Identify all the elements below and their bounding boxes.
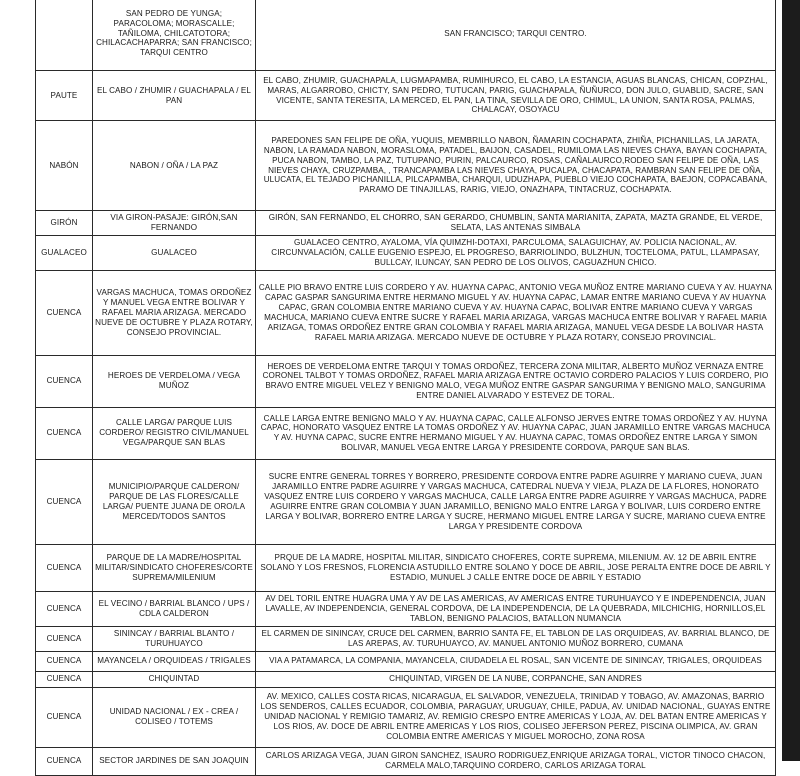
table-row xyxy=(36,747,776,775)
canton-cell xyxy=(36,0,93,71)
table-row xyxy=(36,671,776,687)
route-cell: GIRÓN, SAN FERNANDO, EL CHORRO, SAN GERARDO, CHUMBLIN, SANTA MARIANITA, ZAPATA, MAZTA GRANDE, EL VERDE, SELATA, LAS ANTENAS SIMBALA xyxy=(256,211,776,236)
route-cell: CALLE LARGA ENTRE BENIGNO MALO Y AV. HUAYNA CAPAC, CALLE ALFONSO JERVES ENTRE TOMAS ORDOÑEZ Y AV. HUYNA CAPAC, HONORATO VASQUEZ ENTRE LA TOMAS ORDOÑEZ Y AV. HUAYNA CAPAC, JUAN JARAMILLO ENTRE VARGAS MACHUCA Y AV. HUYNA CAPAC, SUCRE ENTRE HERMANO MIGUEL Y AV. HUAYNA CAPAC, TOMAS ORDOÑEZ ENTRE LARGA Y SIMON BOLIVAR, MANUEL VEGA ENTRE LARGA Y PRESIDENTE CORDOVA, PARQUE SAN BLAS. xyxy=(256,407,776,459)
canton-cell: CUENCA xyxy=(36,591,93,626)
route-cell: EL CABO, ZHUMIR, GUACHAPALA, LUGMAPAMBA, RUMIHURCO, EL CABO, LA ESTANCIA, AGUAS BLANCAS, CHICAN, COPZHAL, MARAS, ALGARROBO, CHICTY, SAN PEDRO, TUTUCAN, PARIG, GUACHAPALA, ÑUÑURCO, DON JULO, GUABLID, SACRE, SAN VICENTE, SANTA TERESITA, LA MERCED, EL PAN, LA TINA, SEVILLA DE ORO, CHIMUL, LA UNION, SANTA ROSA, PALMAS, CHALACAY, OSOYACU xyxy=(256,71,776,121)
canton-cell: CUENCA xyxy=(36,671,93,687)
routes-table xyxy=(35,0,776,776)
sector-cell: EL CABO / ZHUMIR / GUACHAPALA / EL PAN xyxy=(93,71,256,121)
route-cell: SAN FRANCISCO; TARQUI CENTRO. xyxy=(256,0,776,71)
sector-cell: SAN PEDRO DE YUNGA; PARACOLOMA; MORASCALLE; TAÑILOMA, CHILCATOTORA; CHILACACHAPARRA; SAN FRANCISCO; TARQUI CENTRO xyxy=(93,0,256,71)
canton-cell: GIRÓN xyxy=(36,211,93,236)
sector-cell: VARGAS MACHUCA, TOMAS ORDOÑEZ Y MANUEL VEGA ENTRE BOLIVAR Y RAFAEL MARIA ARIZAGA. MERCADO NUEVE DE OCTUBRE Y PLAZA ROTARY, CONSEJO PROVINCIAL. xyxy=(93,270,256,355)
route-cell: VIA A PATAMARCA, LA COMPANIA, MAYANCELA, CIUDADELA EL ROSAL, SAN VICENTE DE SININCAY, TRIGALES, ORQUIDEAS xyxy=(256,651,776,671)
canton-cell: GUALACEO xyxy=(36,235,93,270)
route-cell: AV. MEXICO, CALLES COSTA RICAS, NICARAGUA, EL SALVADOR, VENEZUELA, TRINIDAD Y TOBAGO, AV. AMAZONAS, BARRIO LOS SENDEROS, CALLES ECUADOR, COLOMBIA, PARAGUAY, URUGUAY, CHILE, PADUA, AV. UNIDAD NACIONAL, GUAYAS ENTRE UNIDAD NACIONAL Y REMIGIO TAMARIZ, AV. REMIGIO CRESPO ENTRE AMERICAS Y LOJA, AV. DEL BATAN ENTRE AMERICAS Y LOS RIOS, AV. DOCE DE ABRIL ENTRE AMERICAS Y LOS RIOS, COLISEO JEFERSON PEREZ, PISCINA OLIMPICA, AV. GRAN COLOMBIA ENTRE AMERICAS Y MIGUEL MOROCHO, ZONA ROSA xyxy=(256,687,776,747)
sector-cell: VIA GIRON-PASAJE: GIRÓN,SAN FERNANDO xyxy=(93,211,256,236)
table-row xyxy=(36,687,776,747)
sector-cell: CHIQUINTAD xyxy=(93,671,256,687)
route-cell: PRQUE DE LA MADRE, HOSPITAL MILITAR, SINDICATO CHOFERES, CORTE SUPREMA, MILENIUM. AV. 12 DE ABRIL ENTRE SOLANO Y LOS FRESNOS, FLORENCIA ASTUDILLO ENTRE SOLANO Y DOCE DE ABRIL, JOSE PERALTA ENTRE DOCE DE ABRIL Y ESTADIO, MUNUEL J CALLE ENTRE DOCE DE ABRIL Y ESTADIO xyxy=(256,544,776,591)
table-row xyxy=(36,544,776,591)
route-cell: CARLOS ARIZAGA VEGA, JUAN GIRON SANCHEZ, ISAURO RODRIGUEZ,ENRIQUE ARIZAGA TORAL, VICTOR TINOCO CHACON, CARMELA MALO,TARQUINO CORDERO, CARLOS ARIZAGA TORAL xyxy=(256,747,776,775)
route-cell: SUCRE ENTRE GENERAL TORRES Y BORRERO, PRESIDENTE CORDOVA ENTRE PADRE AGUIRRE Y MARIANO CUEVA, JUAN JARAMILLO ENTRE PADRE AGUIRRE Y VARGAS MACHUCA, CATEDRAL NUEVA Y VIEJA, PLAZA DE LA FLORES, HONORATO VASQUEZ ENTRE LUIS CORDERO Y VARGAS MACHUCA, CALLE LARGA ENTRE PADRE AGUIRRE Y VARGAS MACHUCA, PADRE AGUIRRE ENTRE GRAN COLOMBIA Y JUAN JARAMILLO, BENIGNO MALO ENTRE LARGA Y BOLIVAR, LUIS CORDERO ENTRE LARGA Y BOLIVAR, BORRERO ENTRE LARGA Y SUCRE, HERMANO MIGUEL ENTRE LARGA Y SUCRE, MARIANO CUEVA ENTRE LARGA Y PRESIDENTE CORDOVA xyxy=(256,459,776,544)
table-row xyxy=(36,121,776,211)
table-row xyxy=(36,235,776,270)
canton-cell: CUENCA xyxy=(36,407,93,459)
sector-cell: NABON / OÑA / LA PAZ xyxy=(93,121,256,211)
route-cell: CALLE PIO BRAVO ENTRE LUIS CORDERO Y AV. HUAYNA CAPAC, ANTONIO VEGA MUÑOZ ENTRE MARIANO CUEVA Y AV. HUAYNA CAPAC GASPAR SANGURIMA ENTRE HERMANO MIGUEL Y AV. HUAYNA CAPAC, LAMAR ENTRE MARIANO CUEVA Y AV HUAYNA CAPAC, GRAN COLOMBIA ENTRE MARIANO CUEVA Y AV. HUAYNA CAPAC, BOLIVAR ENTRE MARIANO CUEVA Y VARGAS MACHUCA, MARIANO CUEVA ENTRE SUCRE Y RAFAEL MARIA ARIZAGA, VARGAS MACHUCA ENTRE BOLIVAR Y RAFAEL MARIA ARIZAGA, TOMAS ORDOÑEZ ENTRE GRAN COLOMBIA Y RAFAEL MARIA ARIZAGA, MANUEL VEGA DESDE LA BOLIVAR HASTA RAFAEL MARIA ARIZAGA. MERCADO NUEVE DE OCTUBRE Y PLAZA ROTARY, CONSEJO PROVINCIAL. xyxy=(256,270,776,355)
canton-cell: CUENCA xyxy=(36,651,93,671)
sector-cell: UNIDAD NACIONAL / EX - CREA / COLISEO / TOTEMS xyxy=(93,687,256,747)
table-row xyxy=(36,211,776,236)
canton-cell: CUENCA xyxy=(36,355,93,407)
sector-cell: MAYANCELA / ORQUIDEAS / TRIGALES xyxy=(93,651,256,671)
route-cell: EL CARMEN DE SININCAY, CRUCE DEL CARMEN, BARRIO SANTA FE, EL TABLON DE LAS ORQUIDEAS, AV. BARRIAL BLANCO, DE LAS AREPAS, AV. TURUHUAYCO, AV. MANUEL ANTONIO MUÑOZ BORRERO, CUMANA xyxy=(256,626,776,651)
canton-cell: CUENCA xyxy=(36,459,93,544)
table-row xyxy=(36,355,776,407)
table-row xyxy=(36,591,776,626)
routes-table-body xyxy=(36,0,776,775)
route-cell: AV DEL TORIL ENTRE HUAGRA UMA Y AV DE LAS AMERICAS, AV AMERICAS ENTRE TURUHUAYCO Y E INDEPENDENCIA, JUAN LAVALLE, AV INDEPENDENCIA, GENERAL CORDOVA, DE LA INDEPENDENCIA, DE LA QUEBRADA, MILCHICHIG, HORNILLOS,EL TABLON, BENIGNO PALACIOS, BATALLON NUMANCIA xyxy=(256,591,776,626)
route-cell: CHIQUINTAD, VIRGEN DE LA NUBE, CORPANCHE, SAN ANDRES xyxy=(256,671,776,687)
route-cell: GUALACEO CENTRO, AYALOMA, VÍA QUIMZHI-DOTAXI, PARCULOMA, SALAGUICHAY, AV. POLICIA NACIONAL, AV. CIRCUNVALACIÓN, CALLE EUGENIO ESPEJO, EL PROGRESO, BARRIOLINDO, BULZHUN, TOCTELOMA, PATUL, LLAMPASAY, BULLCAY, ILUNCAY, SAN PEDRO DE LOS OLIVOS, CAGUAZHUN CHICO. xyxy=(256,235,776,270)
table-row xyxy=(36,71,776,121)
canton-cell: CUENCA xyxy=(36,626,93,651)
canton-cell: CUENCA xyxy=(36,270,93,355)
page-edge-shadow xyxy=(782,0,800,761)
table-row xyxy=(36,651,776,671)
table-row xyxy=(36,270,776,355)
route-cell: PAREDONES SAN FELIPE DE OÑA, YUQUIS, MEMBRILLO NABON, ÑAMARIN COCHAPATA, ZHIÑA, PICHANILLAS, LA JARATA, NABON, LA RAMADA NABON, MORASLOMA, PATADEL, BAIJON, CASADEL, RUMILOMA LAS NIEVES CHAYA, BAYAN COCHAPATA, PUCA NABON, TAMBO, LA PAZ, TUTUPANO, PURIN, PALCAURCO, ROSAS, CAÑALAURCO,RODEO SAN FELIPE DE OÑA, LAS NIEVES CHAYA, CRUZPAMBA, , TRANCAPAMBA LAS NIEVES CHAYA, PUCALPA, CHACAPATA, RAMBRAN SAN FELIPE DE OÑA, ULUCATA, EL TEJADO PICHANILLA, PILCAPAMBA, CHARQUI, UDUZHAPA, PUEBLO VIEJO COCHAPATA, BAEJON, COPACABANA, PARAMO DE TINAJILLAS, RARIG, VIEJO, ONAZHAPA, TINTACRUZ, COCHAPATA. xyxy=(256,121,776,211)
sector-cell: HEROES DE VERDELOMA / VEGA MUÑOZ xyxy=(93,355,256,407)
sector-cell: CALLE LARGA/ PARQUE LUIS CORDERO/ REGISTRO CIVIL/MANUEL VEGA/PARQUE SAN BLAS xyxy=(93,407,256,459)
sector-cell: MUNICIPIO/PARQUE CALDERON/ PARQUE DE LAS FLORES/CALLE LARGA/ PUENTE JUANA DE ORO/LA MERCED/TODOS SANTOS xyxy=(93,459,256,544)
sector-cell: GUALACEO xyxy=(93,235,256,270)
table-row xyxy=(36,626,776,651)
sector-cell: SECTOR JARDINES DE SAN JOAQUIN xyxy=(93,747,256,775)
canton-cell: CUENCA xyxy=(36,544,93,591)
canton-cell: PAUTE xyxy=(36,71,93,121)
sector-cell: PARQUE DE LA MADRE/HOSPITAL MILITAR/SINDICATO CHOFERES/CORTE SUPREMA/MILENIUM xyxy=(93,544,256,591)
sector-cell: SININCAY / BARRIAL BLANTO / TURUHUAYCO xyxy=(93,626,256,651)
table-row xyxy=(36,0,776,71)
table-row xyxy=(36,407,776,459)
table-row xyxy=(36,459,776,544)
canton-cell: NABÓN xyxy=(36,121,93,211)
canton-cell: CUENCA xyxy=(36,687,93,747)
canton-cell: CUENCA xyxy=(36,747,93,775)
route-cell: HEROES DE VERDELOMA ENTRE TARQUI Y TOMAS ORDOÑEZ, TERCERA ZONA MILITAR, ALBERTO MUÑOZ VERNAZA ENTRE CORONEL TALBOT Y TOMAS ORDOÑEZ, RAFAEL MARIA ARIZAGA ENTRE OCTAVIO CORDERO PALACIOS Y LUIS CORDERO, PIO BRAVO ENTRE MIGUEL VELEZ Y BENIGNO MALO, VEGA MUÑOZ ENTRE GASPAR SANGURIMA Y BENIGNO MALO, SANGURIMA ENTRE DANIEL ALVARADO Y ESTEVEZ DE TORAL. xyxy=(256,355,776,407)
sector-cell: EL VECINO / BARRIAL BLANCO / UPS / CDLA CALDERON xyxy=(93,591,256,626)
